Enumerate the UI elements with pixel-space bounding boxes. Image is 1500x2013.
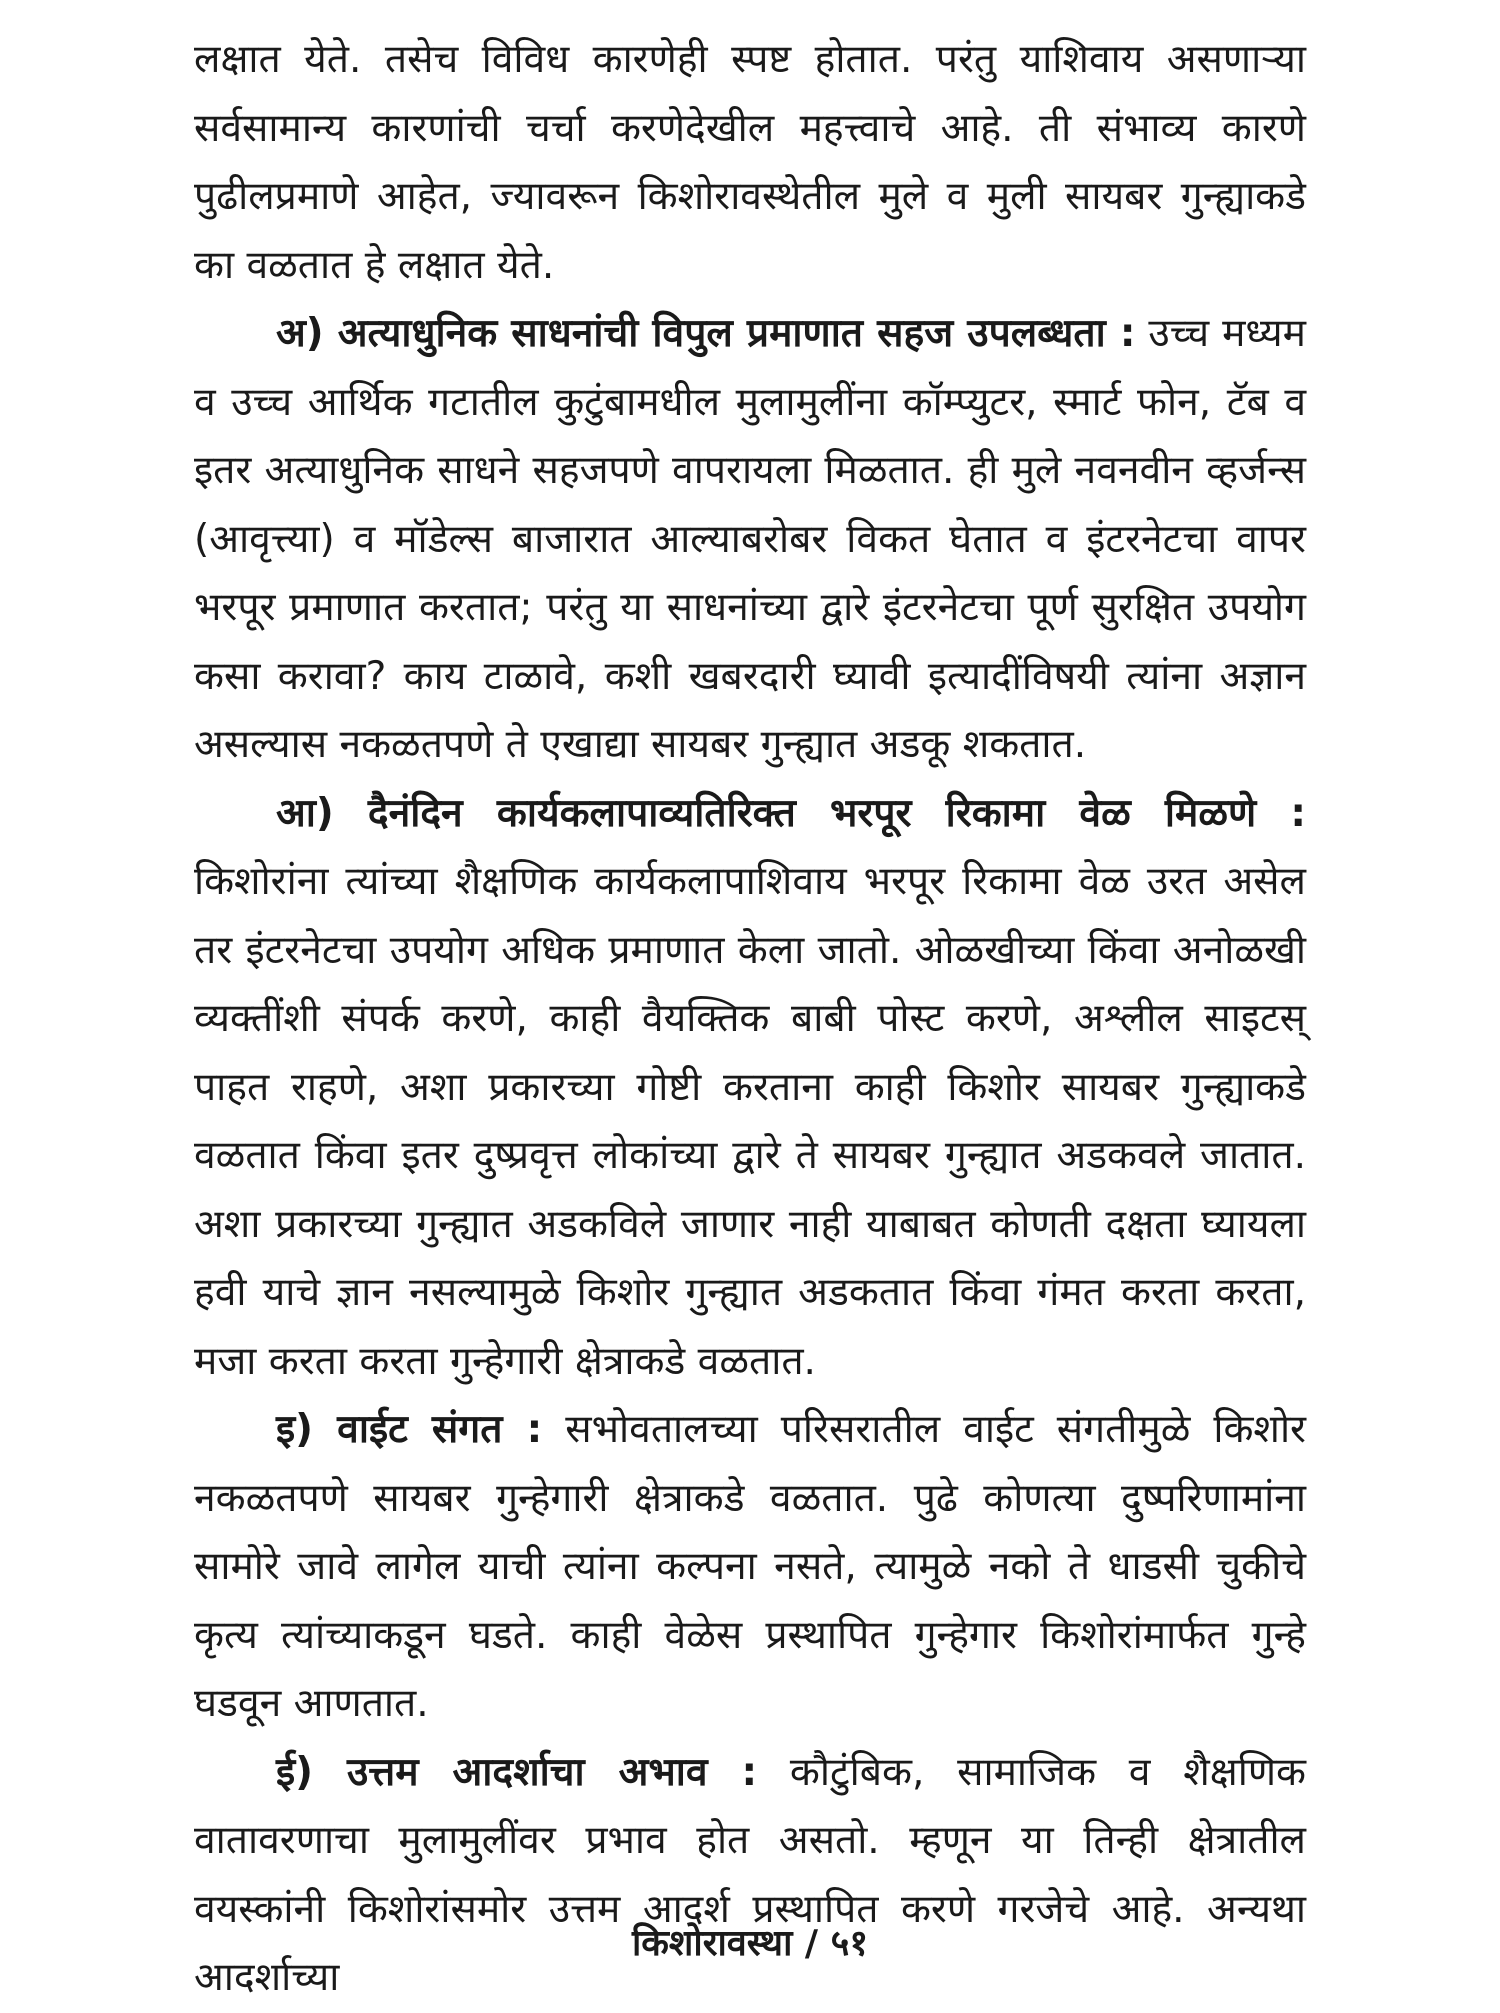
intro-paragraph: लक्षात येते. तसेच विविध कारणेही स्पष्ट होतात. परंतु याशिवाय असणाऱ्या सर्वसामान्य कारणांची चर्चा करणेदेखील महत्त्वाचे आहे. ती संभाव्य कारणे पुढीलप्रमाणे आहेत, ज्यावरून किशोरावस्थेतील मुले व मुली सायबर गुन्ह्याकडे का वळतात हे लक्षात येते. [194, 37, 1306, 288]
section-aa-heading: आ) दैनंदिन कार्यकलापाव्यतिरिक्त भरपूर रिकामा वेळ मिळणे : [276, 790, 1306, 836]
section-ii-paragraph [194, 1739, 1306, 2013]
section-aa-paragraph [194, 780, 1306, 1397]
section-ii-heading: ई) उत्तम आदर्शाचा अभाव : [276, 1749, 758, 1795]
page-footer: किशोरावस्था / ५१ [631, 1923, 869, 1964]
section-ii-text: कौटुंबिक, सामाजिक व शैक्षणिक वातावरणाचा मुलामुलींवर प्रभाव होत असतो. म्हणून या तिन्ही क्षेत्रातील वयस्कांनी किशोरांसमोर उत्तम आदर्श प्रस्थापित करणे गरजेचे आहे. अन्यथा आदर्शाच्या [194, 1749, 1307, 2000]
section-i-paragraph [194, 1396, 1306, 1739]
section-a-text: उच्च मध्यम व उच्च आर्थिक गटातील कुटुंबामधील मुलामुलींना कॉम्प्युटर, स्मार्ट फोन, टॅब व इतर अत्याधुनिक साधने सहजपणे वापरायला मिळतात. ही मुले नवनवीन व्हर्जन्स (आवृत्त्या) व मॉडेल्स बाजारात आल्याबरोबर विकत घेतात व इंटरनेटचा वापर भरपूर प्रमाणात करतात; परंतु या साधनांच्या द्वारे इंटरनेटचा पूर्ण सुरक्षित उपयोग कसा करावा? काय टाळावे, कशी खबरदारी घ्यावी इत्यादींविषयी त्यांना अज्ञान असल्यास नकळतपणे ते एखाद्या सायबर गुन्ह्यात अडकू शकतात. [194, 311, 1306, 767]
section-i-text: सभोवतालच्या परिसरातील वाईट संगतीमुळे किशोर नकळतपणे सायबर गुन्हेगारी क्षेत्राकडे वळतात. पुढे कोणत्या दुष्परिणामांना सामोरे जावे लागेल याची त्यांना कल्पना नसते, त्यामुळे नको ते धाडसी चुकीचे कृत्य त्यांच्याकडून घडते. काही वेळेस प्रस्थापित गुन्हेगार किशोरांमार्फत गुन्हे घडवून आणतात. [194, 1407, 1306, 1726]
section-aa-text: किशोरांना त्यांच्या शैक्षणिक कार्यकलापाशिवाय भरपूर रिकामा वेळ उरत असेल तर इंटरनेटचा उपयोग अधिक प्रमाणात केला जातो. ओळखीच्या किंवा अनोळखी व्यक्तींशी संपर्क करणे, काही वैयक्तिक बाबी पोस्ट करणे, अश्लील साइटस् पाहत राहणे, अशा प्रकारच्या गोष्टी करताना काही किशोर सायबर गुन्ह्याकडे वळतात किंवा इतर दुष्प्रवृत्त लोकांच्या द्वारे ते सायबर गुन्ह्यात अडकवले जातात. अशा प्रकारच्या गुन्ह्यात अडकविले जाणार नाही याबाबत कोणती दक्षता घ्यायला हवी याचे ज्ञान नसल्यामुळे किशोर गुन्ह्यात अडकतात किंवा गंमत करता करता, मजा करता करता गुन्हेगारी क्षेत्राकडे वळतात. [194, 859, 1306, 1384]
section-a-heading: अ) अत्याधुनिक साधनांची विपुल प्रमाणात सहज उपलब्धता : [276, 311, 1136, 356]
section-i-heading: इ) वाईट संगत : [276, 1407, 543, 1452]
section-a-paragraph [194, 300, 1306, 780]
page-body [194, 26, 1306, 2013]
